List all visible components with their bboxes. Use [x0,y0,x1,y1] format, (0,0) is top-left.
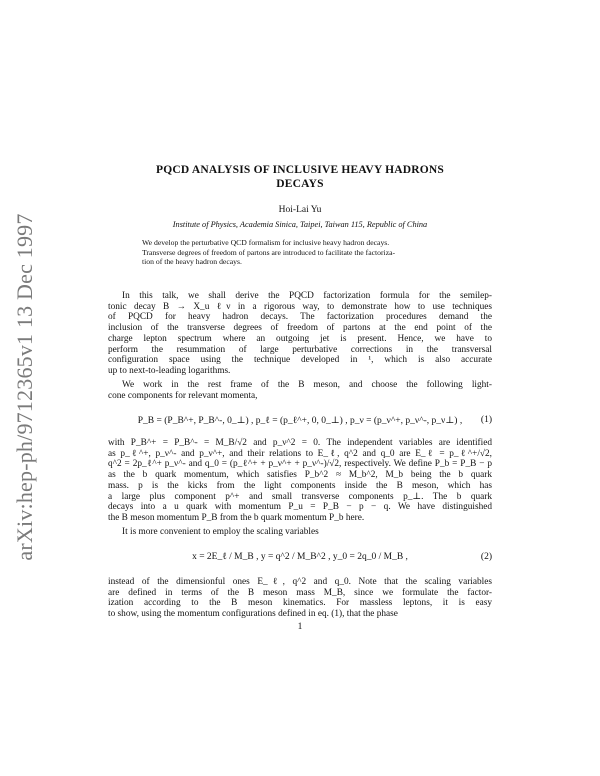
abstract: We develop the perturbative QCD formalism for inclusive heavy hadron decays. Transverse degrees of freedom of partons are introduced to facilitate the factoriza- tion of the heavy hadron decays. [142,238,396,267]
affiliation: Institute of Physics, Academia Sinica, Taipei, Taiwan 115, Republic of China [172,220,428,229]
equation-1-body: P_B = (P_B^+, P_B^-, 0_⊥) , p_ℓ = (p_ℓ^+, 0, 0_⊥) , p_ν = (p_ν^+, p_ν^-, p_ν⊥) , [137,416,463,426]
paragraph-variables: with P_B^+ = P_B^- = M_B/√2 and p_ν^2 = 0. The independent variables are identified as p_ℓ^+, p_ν^- and p_ν^+, and their relations to E_ℓ, q^2 and q_0 are E_ℓ = p_ℓ^+/√2, q^2 = 2p_ℓ^+ p_ν^- and q_0 = (p_ℓ^+ + p_ν^+ + p_ν^-)/√2, respectively. We define P_b = P_B − p as the b quark momentum, which satisfies P_b^2 ≈ M_b^2, M_b being the b quark mass. p is the kicks from the light components inside the B meson, which has a large plus component p^+ and small transverse components p_⊥. The b quark decays into a u quark with momentum P_u = P_B − p − q. We have distinguished the B meson momentum P_B from the b quark momentum P_b here. [108,438,492,523]
paragraph-intro: In this talk, we shall derive the PQCD factorization formula for the semilep- tonic decay B → X_u ℓν in a rigorous way, to demonstrate how to use techniques of PQCD for heavy hadron decays. The factorization procedures demand the inclusion of the transverse degrees of freedom of partons at the end point of the charge lepton spectrum where an outgoing jet is present. Hence, we have to perform the resummation of large perturbative corrections in the transversal configuration space using the technique developed in ¹, which is also accurate up to next-to-leading logarithms. [108,291,492,376]
page-number: 1 [297,622,303,632]
equation-2-body: x = 2E_ℓ / M_B , y = q^2 / M_B^2 , y_0 = 2q_0 / M_B , [192,552,408,562]
equation-2-number: (2) [480,552,492,562]
arxiv-identifier: arXiv:hep-ph/9712365v1 13 Dec 1997 [12,213,37,561]
author: Hoi-Lai Yu [278,205,322,215]
equation-2 [108,552,492,566]
equation-1-number: (1) [480,415,492,425]
equation-1 [108,415,492,429]
paragraph-scaling: It is more convenient to employ the scaling variables [122,527,319,537]
paper-title: PQCD ANALYSIS OF INCLUSIVE HEAVY HADRONS DECAYS [156,164,444,190]
paragraph-dimensionful: instead of the dimensionful ones E_ℓ, q^2 and q_0. Note that the scaling variables are defined in terms of the B meson mass M_B, since we formulate the factor- ization according to the B meson kinematics. For massless leptons, it is easy to show, using the momentum configurations defined in eq. (1), that the phase [108,577,492,620]
paragraph-frame: We work in the rest frame of the B meson, and choose the following light- cone components for relevant momenta, [108,380,492,401]
